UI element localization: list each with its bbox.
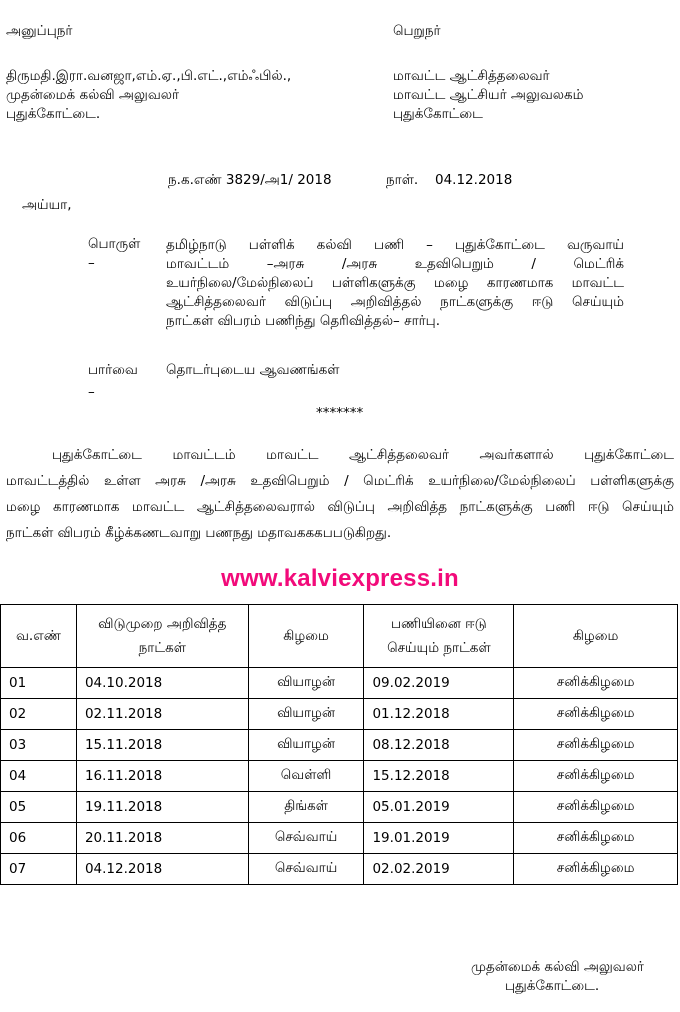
- day-cell: சனிக்கிழமை: [514, 823, 678, 854]
- holiday-date-cell: 20.11.2018: [76, 823, 248, 854]
- date-label: நாள்.: [386, 172, 419, 188]
- separator: *******: [316, 405, 364, 421]
- reference-label: பார்வை: [88, 362, 138, 378]
- signature-designation: முதன்மைக் கல்வி அலுவலர்: [470, 959, 644, 975]
- day-cell: சனிக்கிழமை: [514, 699, 678, 730]
- day-cell: சனிக்கிழமை: [514, 668, 678, 699]
- subject-line: நாட்கள் விபரம் பணிந்து தெரிவித்தல்– சார்பு.: [166, 313, 441, 329]
- holiday-date-cell: 16.11.2018: [76, 761, 248, 792]
- compensation-date-cell: 09.02.2019: [364, 668, 514, 699]
- holiday-date-cell: 15.11.2018: [76, 730, 248, 761]
- reference-dash: –: [88, 384, 95, 400]
- salutation: அய்யா,: [22, 197, 72, 213]
- signature-place: புதுக்கோட்டை.: [504, 978, 600, 994]
- date-value: 04.12.2018: [435, 172, 513, 188]
- reference-number: ந.க.எண் 3829/அ1/ 2018: [168, 172, 332, 188]
- reference-text: தொடர்புடைய ஆவணங்கள்: [166, 362, 340, 378]
- day-cell: சனிக்கிழமை: [514, 792, 678, 823]
- serial-cell: 07: [1, 854, 77, 885]
- body-paragraph: [6, 442, 674, 546]
- header-day: கிழமை: [514, 605, 678, 668]
- day-cell: திங்கள்: [248, 792, 364, 823]
- table-header-row: [1, 605, 678, 668]
- body-line: நாட்கள் விபரம் கீழ்க்கணடவாறு பணநது மதாவகககபபடுகிறது.: [6, 525, 392, 541]
- serial-cell: 01: [1, 668, 77, 699]
- to-label: பெறுநர்: [393, 23, 441, 39]
- serial-cell: 05: [1, 792, 77, 823]
- compensation-date-cell: 19.01.2019: [364, 823, 514, 854]
- watermark-link[interactable]: www.kalviexpress.in: [221, 565, 459, 592]
- table-row: [1, 668, 678, 699]
- subject-line: உயர்நிலை/மேல்நிலைப் பள்ளிகளுக்கு மழை காரணமாக மாவட்ட: [166, 275, 624, 291]
- day-cell: செவ்வாய்: [248, 854, 364, 885]
- table-row: [1, 823, 678, 854]
- table-row: [1, 854, 678, 885]
- holiday-compensation-table: [0, 604, 678, 885]
- subject-line: தமிழ்நாடு பள்ளிக் கல்வி பணி – புதுக்கோட்டை வருவாய்: [166, 237, 624, 253]
- holiday-date-cell: 02.11.2018: [76, 699, 248, 730]
- compensation-date-cell: 02.02.2019: [364, 854, 514, 885]
- serial-cell: 06: [1, 823, 77, 854]
- header-serial: வ.எண்: [1, 605, 77, 668]
- table-row: [1, 730, 678, 761]
- from-place: புதுக்கோட்டை.: [6, 106, 101, 122]
- body-line: மாவட்டத்தில் உள்ள அரசு /அரசு உதவிபெறும் / மெட்ரிக் உயர்நிலை/மேல்நிலைப் பள்ளிகளுக்கு: [6, 473, 674, 489]
- serial-cell: 04: [1, 761, 77, 792]
- holiday-date-cell: 04.10.2018: [76, 668, 248, 699]
- compensation-date-cell: 15.12.2018: [364, 761, 514, 792]
- header-holiday-dates: விடுமுறை அறிவித்த நாட்கள்: [76, 605, 248, 668]
- from-address: [6, 67, 291, 124]
- subject-line: மாவட்டம் –அரசு /அரசு உதவிபெறும் / மெட்ரிக்: [166, 256, 624, 272]
- subject-dash: –: [88, 255, 95, 271]
- subject-text: [166, 236, 624, 331]
- from-designation: முதன்மைக் கல்வி அலுவலர்: [6, 87, 180, 103]
- serial-cell: 03: [1, 730, 77, 761]
- compensation-date-cell: 05.01.2019: [364, 792, 514, 823]
- serial-cell: 02: [1, 699, 77, 730]
- day-cell: வியாழன்: [248, 699, 364, 730]
- compensation-date-cell: 08.12.2018: [364, 730, 514, 761]
- holiday-date-cell: 04.12.2018: [76, 854, 248, 885]
- day-cell: வியாழன்: [248, 730, 364, 761]
- header-compensation-dates: பணியினை ஈடு செய்யும் நாட்கள்: [364, 605, 514, 668]
- signature-block: [471, 958, 644, 996]
- from-name: திருமதி.இரா.வனஜா,எம்.ஏ.,பி.எட்.,எம்ஃபில்.,: [6, 68, 292, 84]
- to-address: [393, 67, 583, 124]
- to-place: புதுக்கோட்டை: [393, 106, 483, 122]
- table-row: [1, 792, 678, 823]
- subject-line: ஆட்சித்தலைவர் விடுப்பு அறிவித்தல் நாட்களுக்கு ஈடு செய்யும்: [166, 294, 624, 310]
- body-line: புதுக்கோட்டை மாவட்டம் மாவட்ட ஆட்சித்தலைவர் அவர்களால் புதுக்கோட்டை: [52, 447, 674, 463]
- day-cell: செவ்வாய்: [248, 823, 364, 854]
- day-cell: வியாழன்: [248, 668, 364, 699]
- table-row: [1, 699, 678, 730]
- compensation-date-cell: 01.12.2018: [364, 699, 514, 730]
- day-cell: சனிக்கிழமை: [514, 730, 678, 761]
- to-office: மாவட்ட ஆட்சியர் அலுவலகம்: [393, 87, 584, 103]
- holiday-date-cell: 19.11.2018: [76, 792, 248, 823]
- body-line: மழை காரணமாக மாவட்ட ஆட்சித்தலைவரால் விடுப்பு அறிவித்த நாட்களுக்கு பணி ஈடு செய்யும்: [6, 499, 674, 515]
- day-cell: சனிக்கிழமை: [514, 761, 678, 792]
- subject-label: பொருள்: [88, 236, 141, 252]
- to-designation: மாவட்ட ஆட்சித்தலைவர்: [393, 68, 550, 84]
- day-cell: வெள்ளி: [248, 761, 364, 792]
- header-day: கிழமை: [248, 605, 364, 668]
- table-row: [1, 761, 678, 792]
- from-label: அனுப்புநர்: [6, 23, 73, 39]
- day-cell: சனிக்கிழமை: [514, 854, 678, 885]
